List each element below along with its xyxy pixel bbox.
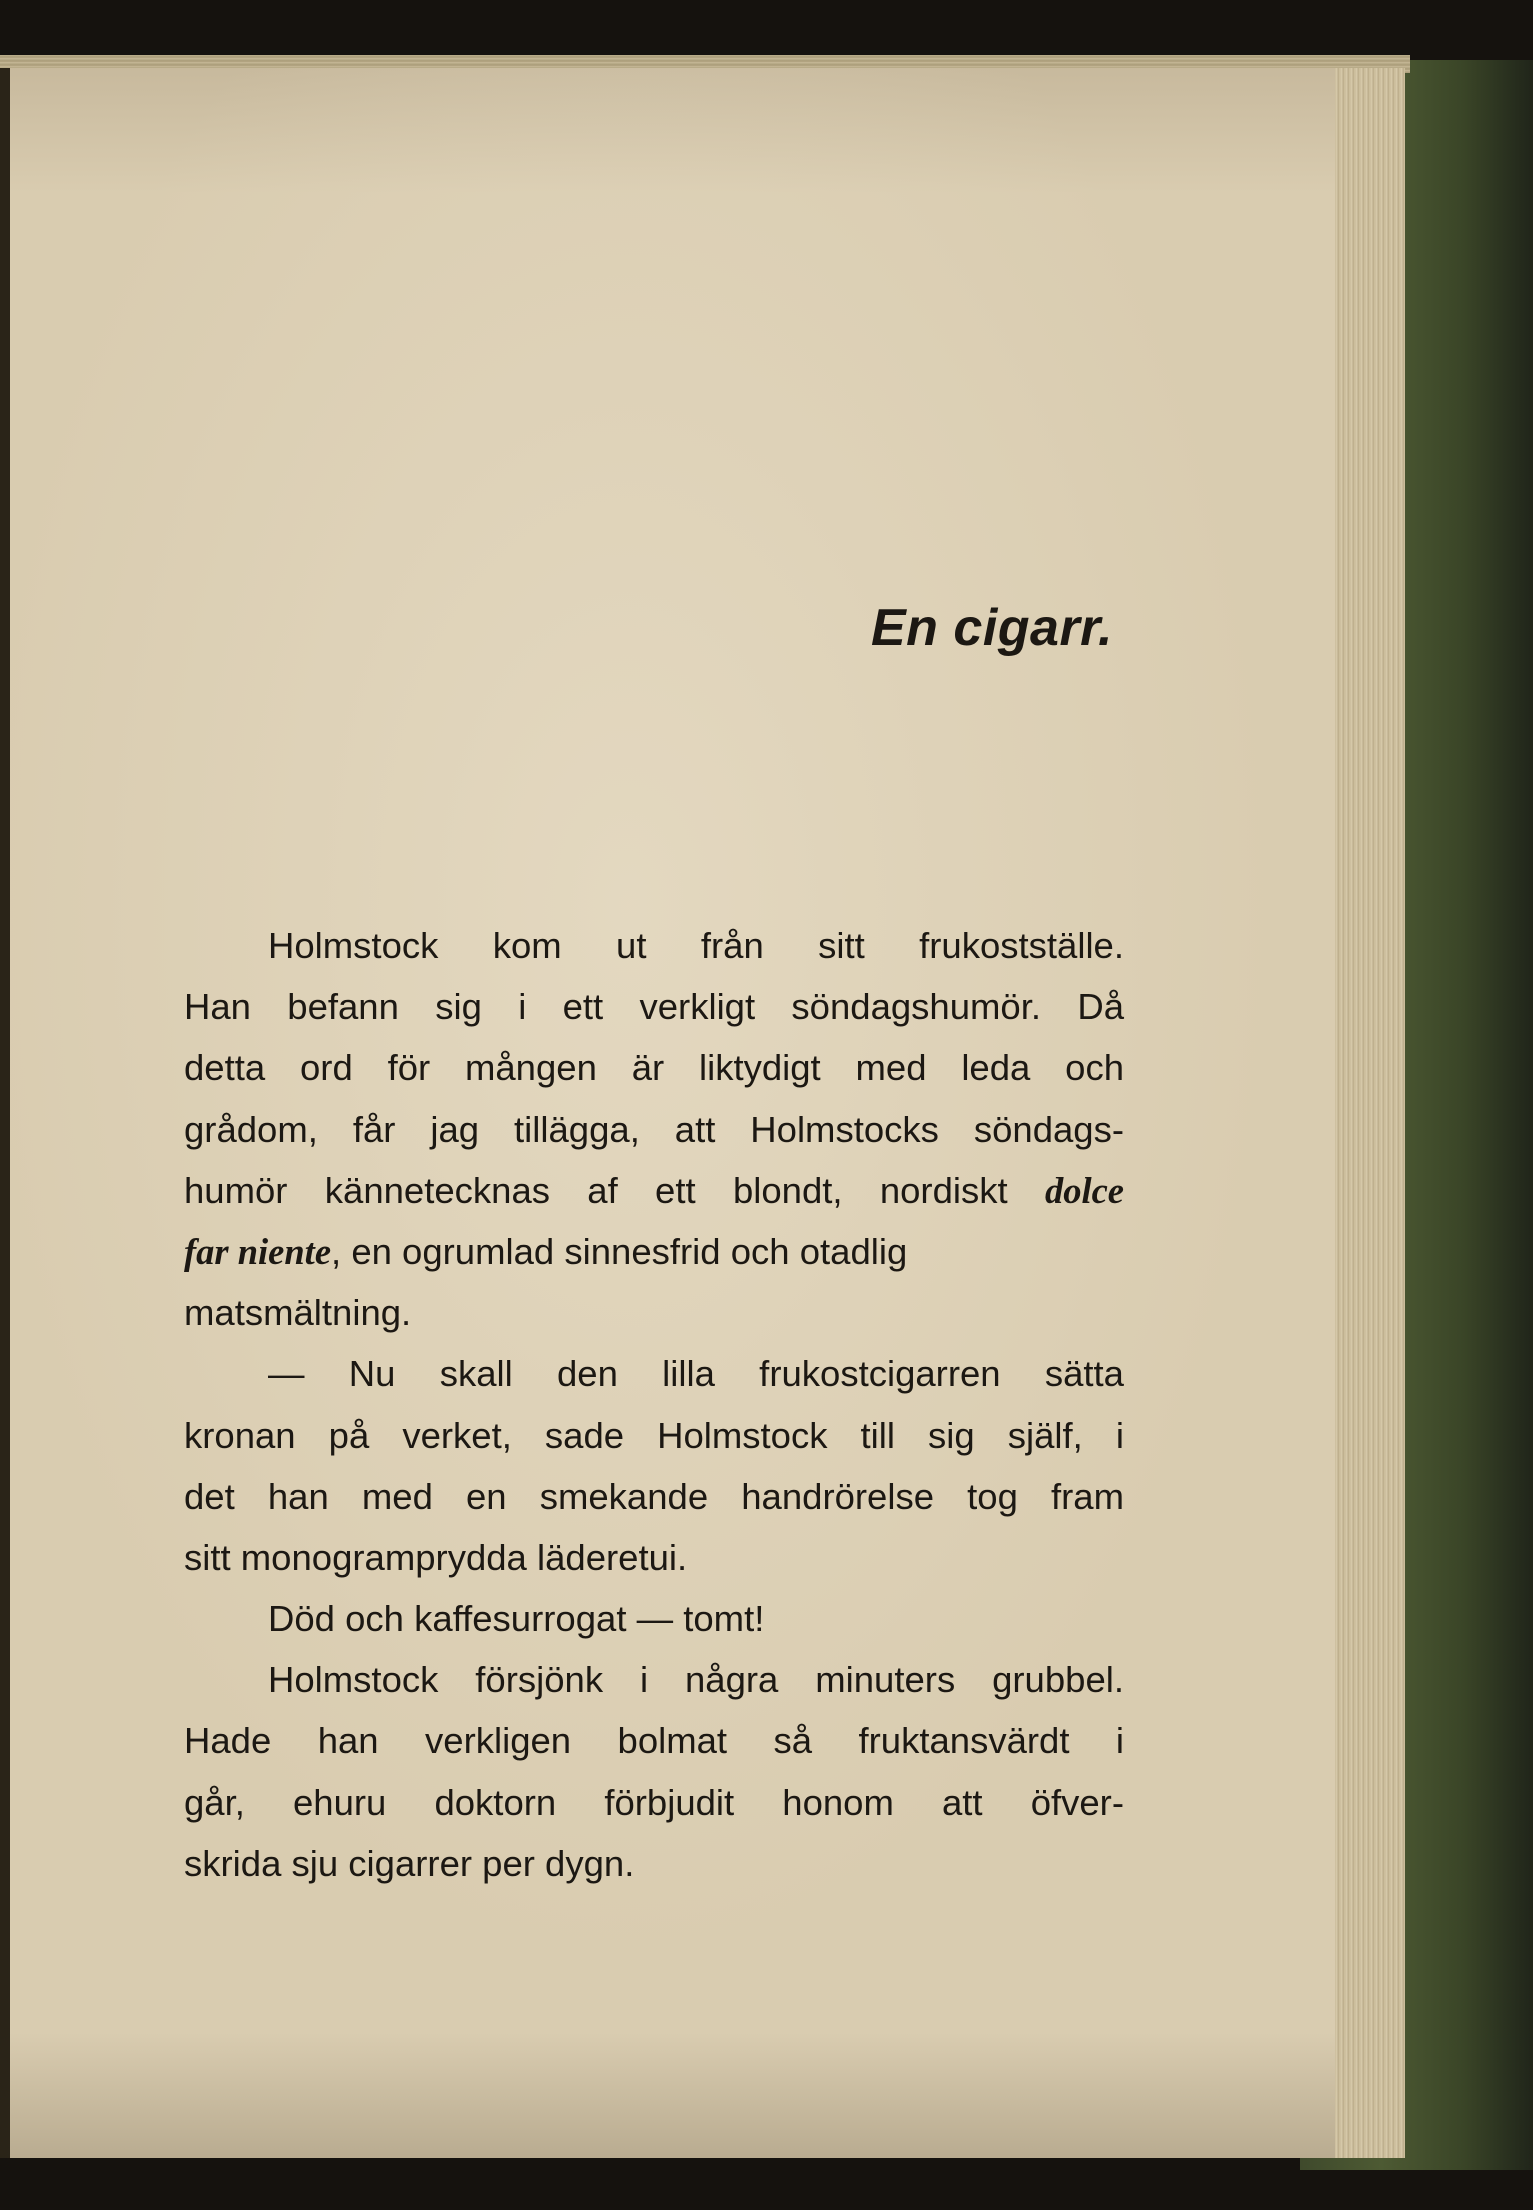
- page-block-side-edge: [1335, 68, 1405, 2158]
- text-line: Hade han verkligen bolmat så fruktansvärdt i: [184, 1720, 1124, 1762]
- text-run: , en ogrumlad sinnesfrid och otadlig: [331, 1230, 908, 1272]
- text-line-with-term: [184, 1160, 1124, 1221]
- chapter-title: En cigarr.: [871, 599, 1113, 657]
- text-line: matsmältning.: [184, 1292, 412, 1334]
- text-line: detta ord för mången är liktydigt med leda och: [184, 1047, 1124, 1089]
- italic-term: far niente: [184, 1230, 332, 1272]
- text-run: humör kännetecknas af ett blondt, nordiskt: [184, 1169, 1045, 1211]
- text-line: Holmstock kom ut från sitt frukostställe.: [268, 925, 1124, 966]
- text-line: Död och kaffesurrogat — tomt!: [268, 1598, 765, 1640]
- text-line: skrida sju cigarrer per dygn.: [184, 1842, 635, 1884]
- text-line: Han befann sig i ett verkligt söndagshumör. Då: [184, 986, 1124, 1028]
- text-line: går, ehuru doktorn förbjudit honom att öfver-: [184, 1781, 1124, 1823]
- text-line: kronan på verket, sade Holmstock till sig själf, i: [184, 1414, 1124, 1456]
- chapter-body: [184, 915, 1124, 1894]
- text-line: Holmstock försjönk i några minuters grubbel.: [268, 1659, 1124, 1701]
- text-line: sitt monogramprydda läderetui.: [184, 1536, 688, 1578]
- text-line: det han med en smekande handrörelse tog fram: [184, 1475, 1124, 1517]
- text-line: — Nu skall den lilla frukostcigarren sätta: [268, 1353, 1124, 1395]
- scan-left-border: [0, 68, 10, 2158]
- text-line: grådom, får jag tillägga, att Holmstocks söndags-: [184, 1108, 1124, 1150]
- italic-term: dolce: [1044, 1169, 1124, 1211]
- text-line-with-term: [184, 1221, 1124, 1282]
